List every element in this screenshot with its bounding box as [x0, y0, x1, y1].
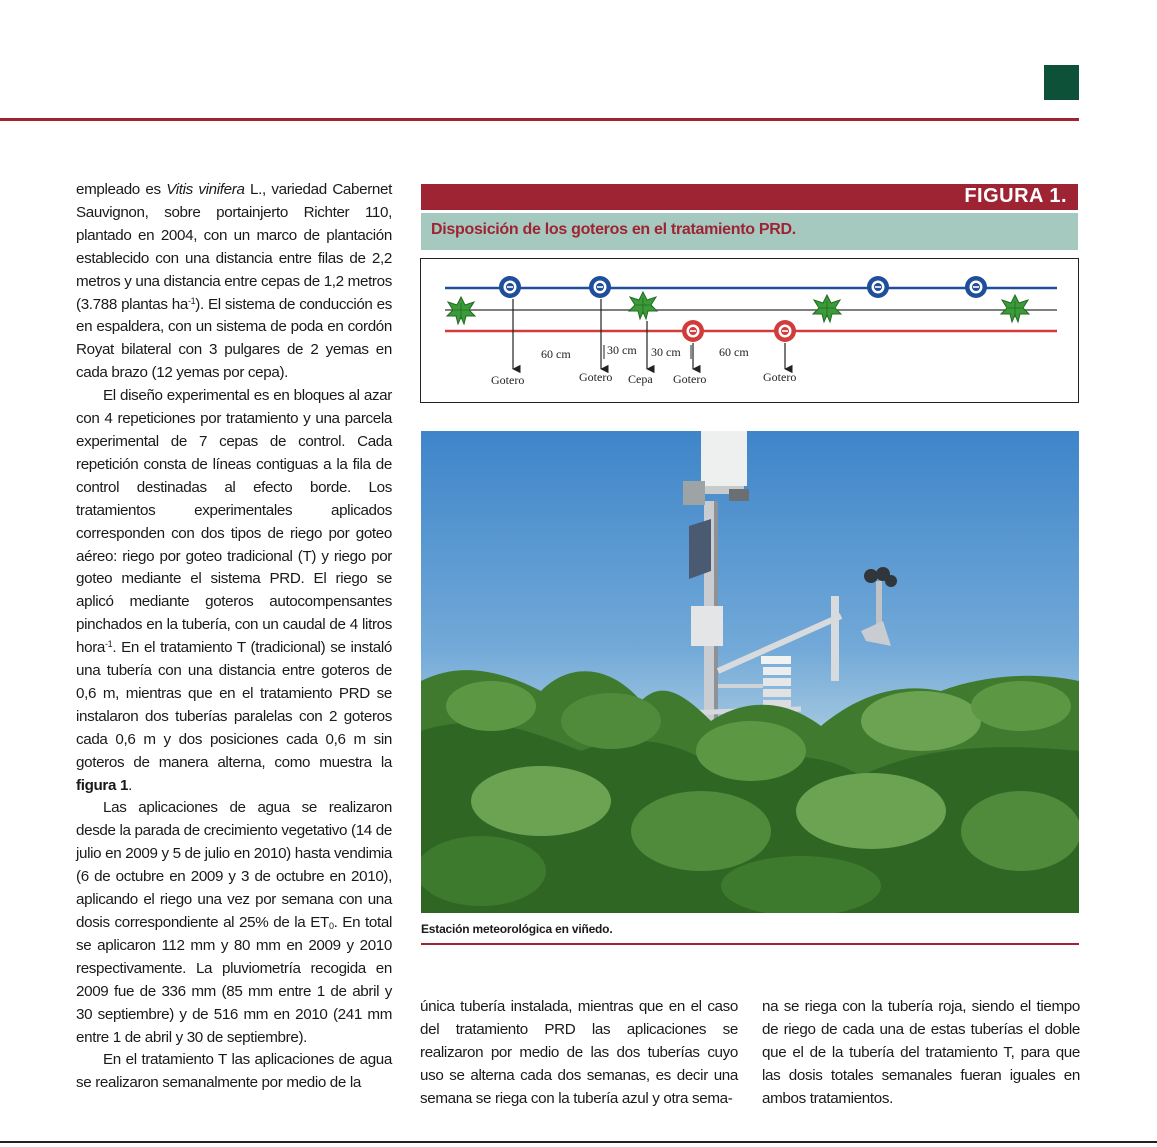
figure-title-bar — [421, 213, 1078, 250]
distance-label: 60 cm — [719, 345, 749, 359]
figure-label: FIGURA 1. — [964, 185, 1067, 207]
vine-leaf-icon — [629, 292, 657, 319]
figure-label-bar — [421, 184, 1078, 210]
left-paragraph-4: En el tratamiento T las aplicaciones de agua se realizaron semanalmente por medio de la — [76, 1051, 392, 1092]
blue-dripper-icon — [589, 276, 611, 298]
figure-caption: Estación meteorológica en viñedo. — [421, 922, 613, 936]
left-paragraph-2: El diseño experimental es en bloques al azar con 4 repeticiones por tratamiento y una parcela experimental de 7 cepas de control. Cada repetición consta de líneas contiguas a la fila de control destinadas al efecto borde. Los tratamientos experimentales aplicados corresponden con dos tipos de riego por goteo aéreo: riego por goteo tradicional (T) y riego por goteo mediante el sistema PRD. El riego se aplicó mediante goteros autocompensantes pinchados en la tubería, con un caudal de 4 litros hora$^{-1}$. En el tratamiento T (tradicional) se instaló una tubería con una distancia entre goteros de 0,6 m, mientras que en el tratamiento PRD se instalaron dos tuberías paralelas con 2 goteros cada 0,6 m y dos posiciones cada 0,6 m sin goteros de manera alterna, como muestra la figura 1. — [76, 387, 392, 794]
red-dripper-icon — [682, 320, 704, 342]
blue-dripper-icon — [867, 276, 889, 298]
figure-title: Disposición de los goteros en el tratamiento PRD. — [431, 221, 796, 238]
distance-label: 60 cm — [541, 347, 571, 361]
corner-marker — [1044, 65, 1079, 100]
right-paragraph: na se riega con la tubería roja, siendo el tiempo de riego de cada una de estas tuberías el doble que el de la tubería del tratamiento T, para que las dosis totales semanales fueran iguales en ambos tratamientos. — [762, 998, 1080, 1107]
left-paragraph-1: empleado es Vitis vinifera L., variedad Cabernet Sauvignon, sobre portainjerto Richter 110, plantado en 2004, con un marco de plantación establecido con una distancia entre filas de 2,2 metros y una distancia entre cepas de 1,2 metros (3.788 plantas $ha^{-1}$). El sistema de conducción es en espaldera, con un sistema de poda en cordón Royat bilateral con 3 pulgares de 2 yemas en cada brazo (12 yemas por cepa). — [76, 181, 392, 382]
distance-label: 30 cm — [607, 343, 637, 357]
figure-reference: figura 1 — [76, 776, 129, 794]
vine-leaf-icon — [1001, 295, 1029, 322]
middle-column — [420, 996, 738, 1111]
dripper-label: Gotero — [673, 372, 707, 386]
left-column — [76, 179, 392, 1095]
vine-leaf-icon — [813, 295, 841, 322]
header-rule — [0, 118, 1079, 121]
weather-station-photo — [421, 431, 1079, 913]
distance-label: 30 cm — [651, 345, 681, 359]
blue-dripper-icon — [499, 276, 521, 298]
footer-rule — [0, 1141, 1157, 1143]
dripper-label: Gotero — [579, 370, 613, 384]
dripper-label: Gotero — [763, 370, 797, 384]
red-dripper-icon — [774, 320, 796, 342]
dripper-label: Gotero — [491, 373, 525, 387]
blue-dripper-icon — [965, 276, 987, 298]
left-paragraph-3: Las aplicaciones de agua se realizaron desde la parada de crecimiento vegetativo (14 de julio en 2009 y 5 de julio en 2010) hasta vendimia (6 de octubre en 2009 y 3 de octubre en 2010), aplicando el riego una vez por semana con una dosis correspondiente al 25% de la $ET_0$. En total se aplicaron 112 mm y 80 mm en 2009 y 2010 respectivamente. La pluviometría recogida en 2009 fue de 336 mm (85 mm entre 1 de abril y 30 septiembre) y de 516 mm en 2010 (241 mm entre 1 de abril y 30 de septiembre). — [76, 799, 393, 1046]
dripper-diagram — [420, 258, 1079, 403]
caption-rule — [421, 943, 1079, 945]
vine-label: Cepa — [628, 372, 653, 386]
middle-paragraph: única tubería instalada, mientras que en el caso del tratamiento PRD las aplicaciones se realizaron por medio de las dos tuberías cuyo uso se alterna cada dos semanas, es decir una semana se riega con la tubería azul y otra sema- — [420, 998, 738, 1107]
right-column — [762, 996, 1080, 1111]
